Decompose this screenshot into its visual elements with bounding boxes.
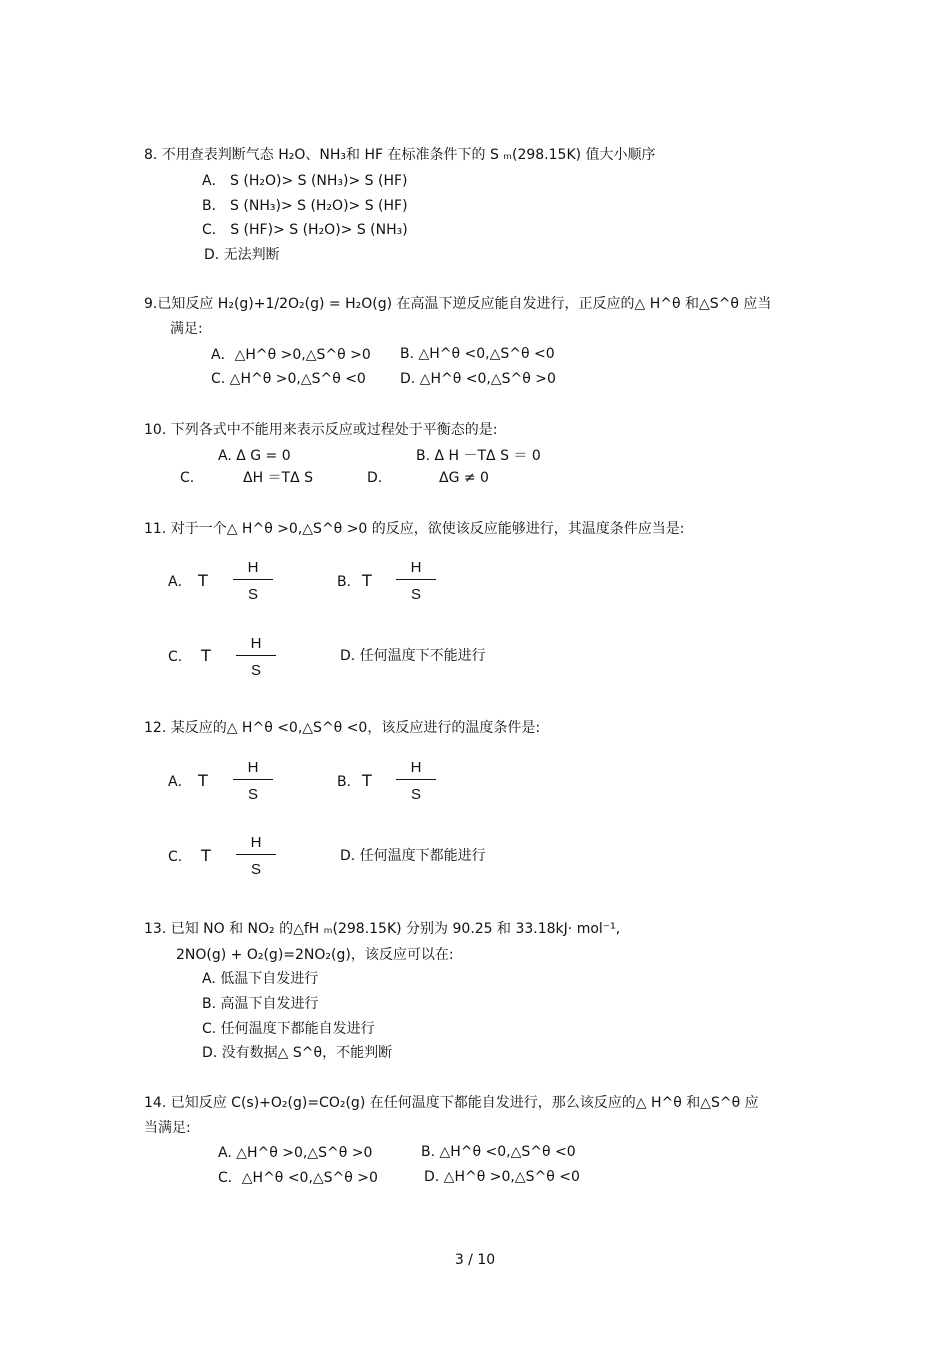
q12-option-b-fraction — [396, 759, 436, 807]
fraction-denominator: S — [250, 861, 261, 878]
q9-option-a: A．△H^θ >0,△S^θ >0 — [211, 347, 371, 363]
q14-option-b: B. △H^θ <0,△S^θ <0 — [421, 1144, 576, 1160]
q13-option-d: D. 没有数据△ S^θ，不能判断 — [202, 1045, 393, 1061]
q10-option-a: A. Δ G = 0 — [218, 448, 291, 464]
fraction-bar — [233, 579, 273, 580]
fraction-numerator: H — [247, 759, 259, 776]
q10-option-c: ΔH ＝TΔ S — [243, 470, 314, 486]
q11-option-d: D. 任何温度下不能进行 — [340, 648, 486, 664]
q13-option-a: A. 低温下自发进行 — [202, 971, 319, 987]
fraction-bar — [236, 655, 276, 656]
q12-option-b-T: T — [362, 771, 372, 790]
q12-option-c-T: T — [201, 846, 211, 865]
q13-stem-cont: 2NO(g) + O₂(g)=2NO₂(g)，该反应可以在: — [176, 947, 454, 963]
fraction-bar — [236, 854, 276, 855]
q12-option-c-label: C. — [168, 849, 183, 865]
fraction-numerator: H — [247, 559, 259, 576]
q10-option-d-label: D. — [367, 470, 383, 486]
q14-stem: 14. 已知反应 C(s)+O₂(g)=CO₂(g) 在任何温度下都能自发进行，那么该反应的△ H^θ 和△S^θ 应 — [144, 1095, 759, 1111]
q11-option-c-label: C. — [168, 649, 183, 665]
page-number: 3 / 10 — [454, 1252, 496, 1268]
q11-option-b-label: B. — [337, 574, 352, 590]
fraction-denominator: S — [410, 786, 421, 803]
q14-stem-cont: 当满足: — [144, 1120, 191, 1136]
fraction-denominator: S — [247, 586, 258, 603]
fraction-numerator: H — [410, 559, 422, 576]
fraction-bar — [396, 779, 436, 780]
q8-option-c: C． S (HF)> S (H₂O)> S (NH₃) — [202, 222, 408, 238]
q11-option-a-T: T — [198, 571, 208, 590]
q10-option-b: B. Δ H －TΔ S ＝ 0 — [416, 448, 541, 464]
q8-option-a: A． S (H₂O)> S (NH₃)> S (HF) — [202, 173, 408, 189]
q11-option-c-T: T — [201, 646, 211, 665]
q9-option-c: C. △H^θ >0,△S^θ <0 — [211, 371, 366, 387]
fraction-denominator: S — [247, 786, 258, 803]
q12-stem: 12. 某反应的△ H^θ <0,△S^θ <0，该反应进行的温度条件是: — [144, 720, 541, 736]
q11-option-b-fraction — [396, 559, 436, 607]
q9-stem: 9.已知反应 H₂(g)+1/2O₂(g) = H₂O(g) 在高温下逆反应能自发进行，正反应的△ H^θ 和△S^θ 应当 — [144, 296, 772, 312]
q10-stem: 10. 下列各式中不能用来表示反应或过程处于平衡态的是: — [144, 422, 498, 438]
fraction-denominator: S — [250, 662, 261, 679]
fraction-bar — [233, 779, 273, 780]
q12-option-d: D. 任何温度下都能进行 — [340, 848, 486, 864]
q11-option-c-fraction — [236, 635, 276, 683]
q11-option-a-label: A． — [168, 574, 192, 590]
q8-stem: 8. 不用查表判断气态 H₂O、NH₃和 HF 在标准条件下的 S ₘ(298.15K) 值大小顺序 — [144, 147, 656, 163]
fraction-denominator: S — [410, 586, 421, 603]
q13-option-c: C. 任何温度下都能自发进行 — [202, 1021, 375, 1037]
q12-option-b-label: B. — [337, 774, 352, 790]
q12-option-c-fraction — [236, 834, 276, 882]
q13-stem: 13. 已知 NO 和 NO₂ 的△fH ₘ(298.15K) 分别为 90.25 和 33.18kJ· mol⁻¹, — [144, 921, 621, 937]
q12-option-a-fraction — [233, 759, 273, 807]
q10-option-c-label: C. — [180, 470, 195, 486]
q11-stem: 11. 对于一个△ H^θ >0,△S^θ >0 的反应，欲使该反应能够进行，其温度条件应当是: — [144, 521, 685, 537]
q8-option-b: B． S (NH₃)> S (H₂O)> S (HF) — [202, 198, 408, 214]
q14-option-a: A. △H^θ >0,△S^θ >0 — [218, 1145, 373, 1161]
fraction-numerator: H — [410, 759, 422, 776]
q11-option-b-T: T — [362, 571, 372, 590]
fraction-bar — [396, 579, 436, 580]
q9-option-d: D. △H^θ <0,△S^θ >0 — [400, 371, 556, 387]
q12-option-a-label: A． — [168, 774, 192, 790]
q11-option-a-fraction — [233, 559, 273, 607]
fraction-numerator: H — [250, 635, 262, 652]
q14-option-c: C．△H^θ <0,△S^θ >0 — [218, 1170, 378, 1186]
q9-option-b: B. △H^θ <0,△S^θ <0 — [400, 346, 555, 362]
fraction-numerator: H — [250, 834, 262, 851]
q12-option-a-T: T — [198, 771, 208, 790]
q14-option-d: D. △H^θ >0,△S^θ <0 — [424, 1169, 580, 1185]
q13-option-b: B. 高温下自发进行 — [202, 996, 319, 1012]
q8-option-d: D. 无法判断 — [204, 247, 280, 263]
q9-stem-cont: 满足: — [170, 321, 203, 337]
q10-option-d: ΔG ≠ 0 — [439, 470, 489, 486]
